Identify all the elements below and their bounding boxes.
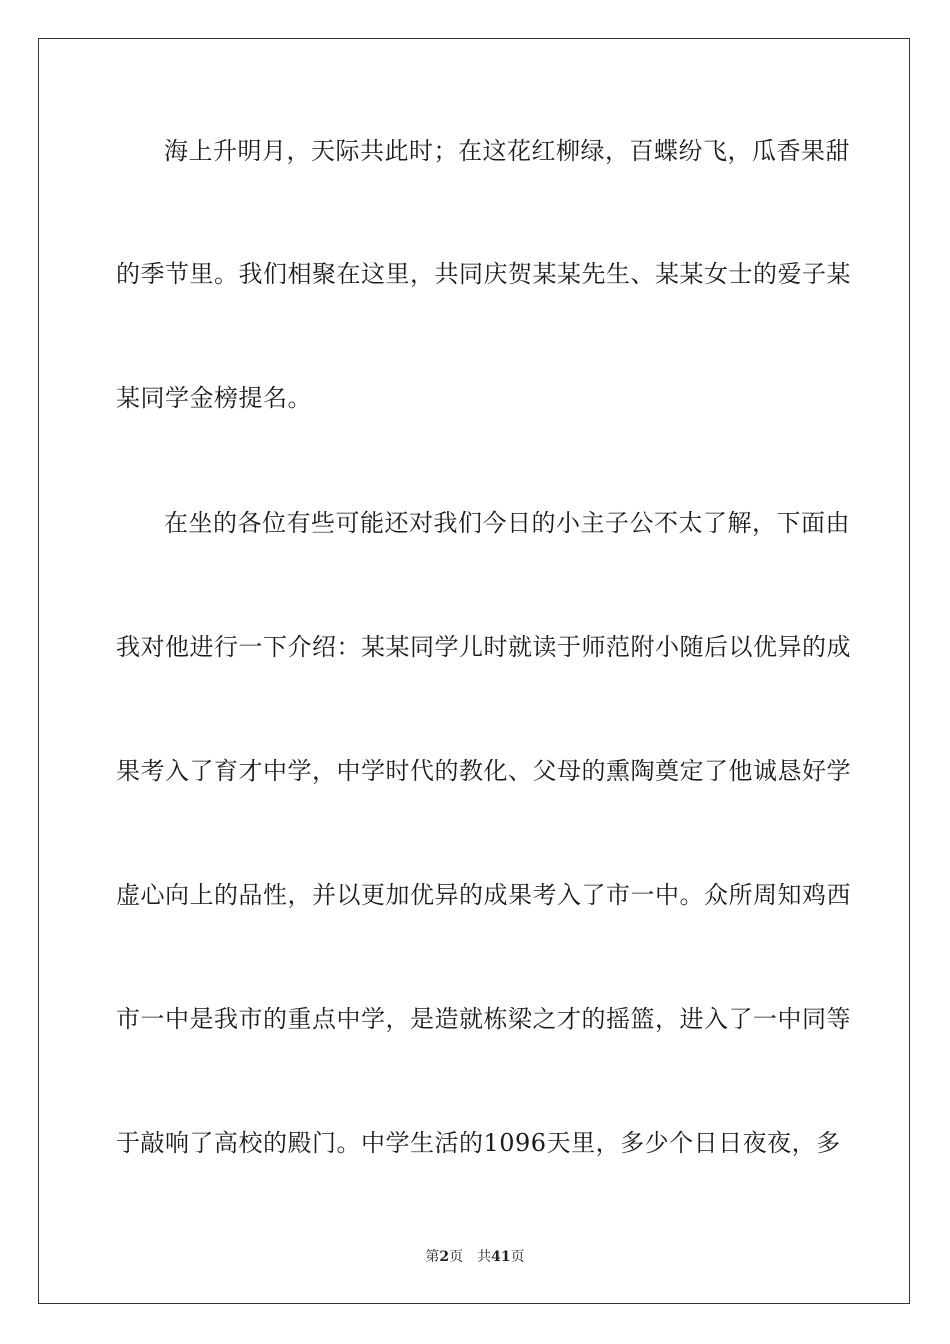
paragraph-2-line-4: 虚心向上的品性，并以更加优异的成果考入了市一中。众所周知鸡西: [116, 881, 851, 909]
page-footer: [0, 1248, 950, 1266]
page-prefix: 第: [425, 1249, 440, 1265]
paragraph-2-line-2: 我对他进行一下介绍：某某同学儿时就读于师范附小随后以优异的成: [116, 633, 851, 661]
paragraph-2-line-1: 在坐的各位有些可能还对我们今日的小主子公不太了解，下面由: [164, 509, 850, 537]
paragraph-1-line-2: 的季节里。我们相聚在这里，共同庆贺某某先生、某某女士的爱子某: [116, 260, 851, 288]
page-suffix: 页: [449, 1249, 464, 1265]
paragraph-2-line-6: 于敲响了高校的殿门。中学生活的1096天里，多少个日日夜夜，多: [116, 1129, 841, 1157]
page-border: [38, 38, 910, 1304]
paragraph-1-line-1: 海上升明月，天际共此时；在这花红柳绿，百蝶纷飞，瓜香果甜: [164, 137, 850, 165]
paragraph-2-line-3: 果考入了育才中学，中学时代的教化、父母的熏陶奠定了他诚恳好学: [116, 757, 851, 785]
paragraph-2-line-5: 市一中是我市的重点中学，是造就栋梁之才的摇篮，进入了一中同等: [116, 1005, 851, 1033]
paragraph-1-line-3: 某同学金榜提名。: [116, 384, 312, 412]
total-pages: 41: [491, 1249, 511, 1265]
total-suffix: 页: [510, 1249, 525, 1265]
total-prefix: 共: [477, 1249, 492, 1265]
page-number: 2: [439, 1249, 450, 1265]
